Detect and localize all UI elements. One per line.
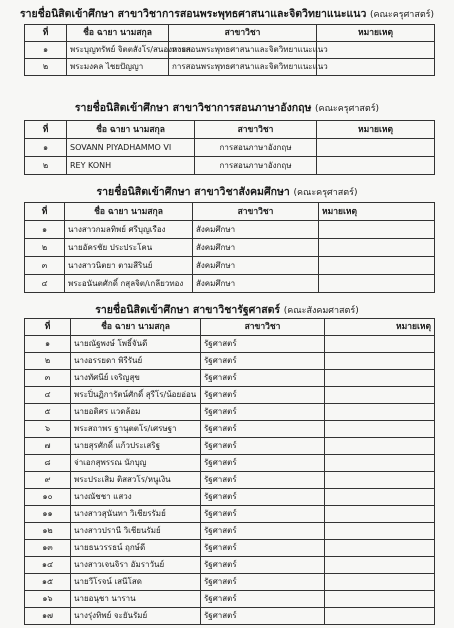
table-header-row <box>25 319 435 336</box>
row-major: รัฐศาสตร์ <box>201 574 325 591</box>
row-no: ๑ <box>25 221 65 239</box>
row-major: รัฐศาสตร์ <box>201 489 325 506</box>
section-faculty: (คณะครุศาสตร์) <box>293 188 358 198</box>
section-title <box>0 102 454 116</box>
table-row <box>25 275 435 293</box>
table-row <box>25 404 435 421</box>
row-note <box>325 404 435 421</box>
row-note <box>325 557 435 574</box>
header-major: สาขาวิชา <box>195 121 317 139</box>
row-major: รัฐศาสตร์ <box>201 557 325 574</box>
table-row <box>25 257 435 275</box>
section-title <box>0 304 454 318</box>
table-row <box>25 336 435 353</box>
row-name: นางสาวเจนจิรา อัมราวันย์ <box>71 557 201 574</box>
row-note <box>319 221 435 239</box>
section-faculty: (คณะครุศาสตร์) <box>315 104 380 114</box>
row-major: รัฐศาสตร์ <box>201 387 325 404</box>
row-major: รัฐศาสตร์ <box>201 540 325 557</box>
row-no: ๙ <box>25 472 71 489</box>
table-body <box>25 336 435 625</box>
header-note: หมายเหตุ <box>317 25 435 42</box>
row-no: ๑๗ <box>25 608 71 625</box>
row-name: นายอนุชา นาราน <box>71 591 201 608</box>
row-note <box>325 387 435 404</box>
table-row <box>25 574 435 591</box>
row-no: ๑๐ <box>25 489 71 506</box>
table-row <box>25 353 435 370</box>
row-no: ๑ <box>25 139 67 157</box>
row-name: พระสถาพร ฐานุตตโร/เศรษฐา <box>71 421 201 438</box>
row-major: รัฐศาสตร์ <box>201 404 325 421</box>
row-name: REY KONH <box>67 157 195 175</box>
header-name: ชื่อ ฉายา นามสกุล <box>71 319 201 336</box>
table-row <box>25 608 435 625</box>
table-row <box>25 239 435 257</box>
row-no: ๑๒ <box>25 523 71 540</box>
row-note <box>325 540 435 557</box>
header-name: ชื่อ ฉายา นามสกุล <box>67 121 195 139</box>
row-no: ๘ <box>25 455 71 472</box>
row-note <box>317 42 435 59</box>
row-name: นางสาวกมลทิพย์ ศรีบุญเรือง <box>65 221 193 239</box>
row-note <box>325 370 435 387</box>
row-no: ๒ <box>25 239 65 257</box>
row-major: การสอนพระพุทธศาสนาและจิตวิทยาแนะแนว <box>169 59 317 76</box>
row-major: รัฐศาสตร์ <box>201 421 325 438</box>
section-title-text: รายชื่อนิสิตเข้าศึกษา สาขาวิชาสังคมศึกษา <box>96 186 290 198</box>
row-major: รัฐศาสตร์ <box>201 472 325 489</box>
row-note <box>325 506 435 523</box>
row-note <box>325 591 435 608</box>
table-row <box>25 591 435 608</box>
student-table <box>24 202 435 293</box>
row-no: ๑๓ <box>25 540 71 557</box>
row-major: รัฐศาสตร์ <box>201 455 325 472</box>
row-note <box>317 157 435 175</box>
row-name: พระปิ่นฏิการัตน์ศักดิ์ สุรีโร/น้อยอ่อน <box>71 387 201 404</box>
row-no: ๓ <box>25 257 65 275</box>
row-no: ๑๑ <box>25 506 71 523</box>
row-major: รัฐศาสตร์ <box>201 523 325 540</box>
row-major: รัฐศาสตร์ <box>201 438 325 455</box>
header-note: หมายเหตุ <box>319 203 435 221</box>
table-row <box>25 523 435 540</box>
table-row <box>25 472 435 489</box>
row-note <box>319 239 435 257</box>
row-no: ๑ <box>25 336 71 353</box>
table-row <box>25 370 435 387</box>
row-note <box>325 608 435 625</box>
header-no: ที่ <box>25 203 65 221</box>
row-name: นายณัฐพงษ์ โพธิ์จันดี <box>71 336 201 353</box>
row-name: นางสาวปรานี วิเชียนรัมย์ <box>71 523 201 540</box>
table-row <box>25 42 435 59</box>
table-row <box>25 540 435 557</box>
row-note <box>325 438 435 455</box>
section-title-text: รายชื่อนิสิตเข้าศึกษา สาขาวิชาการสอนพระพุทธศาสนาและจิตวิทยาแนะแนว <box>19 8 367 20</box>
table-row <box>25 438 435 455</box>
row-no: ๗ <box>25 438 71 455</box>
section-title-text: รายชื่อนิสิตเข้าศึกษา สาขาวิชาการสอนภาษาอังกฤษ <box>74 102 312 114</box>
row-no: ๒ <box>25 59 67 76</box>
row-name: พระประเสิม ติสสวโร/หนูเงิน <box>71 472 201 489</box>
row-note <box>319 275 435 293</box>
row-name: นางทัศนีย์ เจริญสุข <box>71 370 201 387</box>
row-major: การสอนภาษาอังกฤษ <box>195 157 317 175</box>
row-no: ๔ <box>25 275 65 293</box>
table-row <box>25 59 435 76</box>
table-header-row <box>25 203 435 221</box>
header-major: สาขาวิชา <box>169 25 317 42</box>
row-no: ๕ <box>25 404 71 421</box>
table-row <box>25 421 435 438</box>
row-major: สังคมศึกษา <box>193 275 319 293</box>
row-name: SOVANN PIYADHAMMO VI <box>67 139 195 157</box>
header-note: หมายเหตุ <box>325 319 435 336</box>
row-major: สังคมศึกษา <box>193 239 319 257</box>
section-title <box>0 186 454 200</box>
row-no: ๒ <box>25 157 67 175</box>
header-no: ที่ <box>25 319 71 336</box>
row-name: พระอนันตศักดิ์ กสุลจิต/เกลียวทอง <box>65 275 193 293</box>
row-no: ๑๔ <box>25 557 71 574</box>
row-name: จ่าเอกสุพรรณ นักบุญ <box>71 455 201 472</box>
row-note <box>325 523 435 540</box>
row-no: ๑๕ <box>25 574 71 591</box>
row-major: รัฐศาสตร์ <box>201 353 325 370</box>
row-no: ๔ <box>25 387 71 404</box>
row-note <box>325 489 435 506</box>
row-no: ๒ <box>25 353 71 370</box>
header-name: ชื่อ ฉายา นามสกุล <box>65 203 193 221</box>
row-no: ๑ <box>25 42 67 59</box>
row-major: รัฐศาสตร์ <box>201 591 325 608</box>
row-major: รัฐศาสตร์ <box>201 506 325 523</box>
table-row <box>25 221 435 239</box>
table-header-row <box>25 121 435 139</box>
student-table <box>24 24 435 76</box>
row-note <box>317 59 435 76</box>
row-note <box>325 421 435 438</box>
row-name: พระบุญทรัพย์ จิตตสังโร/สนองหงอก <box>67 42 169 59</box>
row-name: นายวีโรจน์ เสนีโสด <box>71 574 201 591</box>
row-major: การสอนพระพุทธศาสนาและจิตวิทยาแนะแนว <box>169 42 317 59</box>
table-row <box>25 557 435 574</box>
header-note: หมายเหตุ <box>317 121 435 139</box>
header-name: ชื่อ ฉายา นามสกุล <box>67 25 169 42</box>
row-major: การสอนภาษาอังกฤษ <box>195 139 317 157</box>
row-name: นางสาวนิตยา ตามสีรินย์ <box>65 257 193 275</box>
row-name: พระมงคล ไชยปัญญา <box>67 59 169 76</box>
row-no: ๑๖ <box>25 591 71 608</box>
row-name: นายธนวรรธน์ ฤกษ์ดี <box>71 540 201 557</box>
header-no: ที่ <box>25 25 67 42</box>
row-name: นายสุรศักดิ์ แก้วประเสริฐ <box>71 438 201 455</box>
section-title <box>0 8 454 22</box>
row-name: นายอดิศร แวดล้อม <box>71 404 201 421</box>
row-major: รัฐศาสตร์ <box>201 370 325 387</box>
row-no: ๖ <box>25 421 71 438</box>
row-note <box>319 257 435 275</box>
row-note <box>325 353 435 370</box>
row-name: นางรุ่งทิพย์ จะยันรัมย์ <box>71 608 201 625</box>
table-row <box>25 139 435 157</box>
row-major: รัฐศาสตร์ <box>201 608 325 625</box>
student-table <box>24 120 435 175</box>
header-major: สาขาวิชา <box>193 203 319 221</box>
table-row <box>25 387 435 404</box>
row-name: นายอัครชัย ประประโคน <box>65 239 193 257</box>
table-row <box>25 455 435 472</box>
row-name: นางอรรยดา พิรีรันย์ <box>71 353 201 370</box>
section-faculty: (คณะครุศาสตร์) <box>370 10 435 20</box>
row-note <box>325 336 435 353</box>
row-note <box>325 472 435 489</box>
table-row <box>25 506 435 523</box>
header-no: ที่ <box>25 121 67 139</box>
row-name: นางสาวสุนันทา วิเชียรรัมย์ <box>71 506 201 523</box>
row-name: นางณัชชา แสวง <box>71 489 201 506</box>
row-note <box>325 455 435 472</box>
row-note <box>325 574 435 591</box>
row-note <box>317 139 435 157</box>
section-faculty: (คณะสังคมศาสตร์) <box>283 306 359 316</box>
table-row <box>25 489 435 506</box>
table-row <box>25 157 435 175</box>
row-major: รัฐศาสตร์ <box>201 336 325 353</box>
row-major: สังคมศึกษา <box>193 221 319 239</box>
row-no: ๓ <box>25 370 71 387</box>
row-major: สังคมศึกษา <box>193 257 319 275</box>
table-header-row <box>25 25 435 42</box>
student-table <box>24 318 435 625</box>
header-major: สาขาวิชา <box>201 319 325 336</box>
section-title-text: รายชื่อนิสิตเข้าศึกษา สาขาวิชารัฐศาสตร์ <box>95 304 281 316</box>
